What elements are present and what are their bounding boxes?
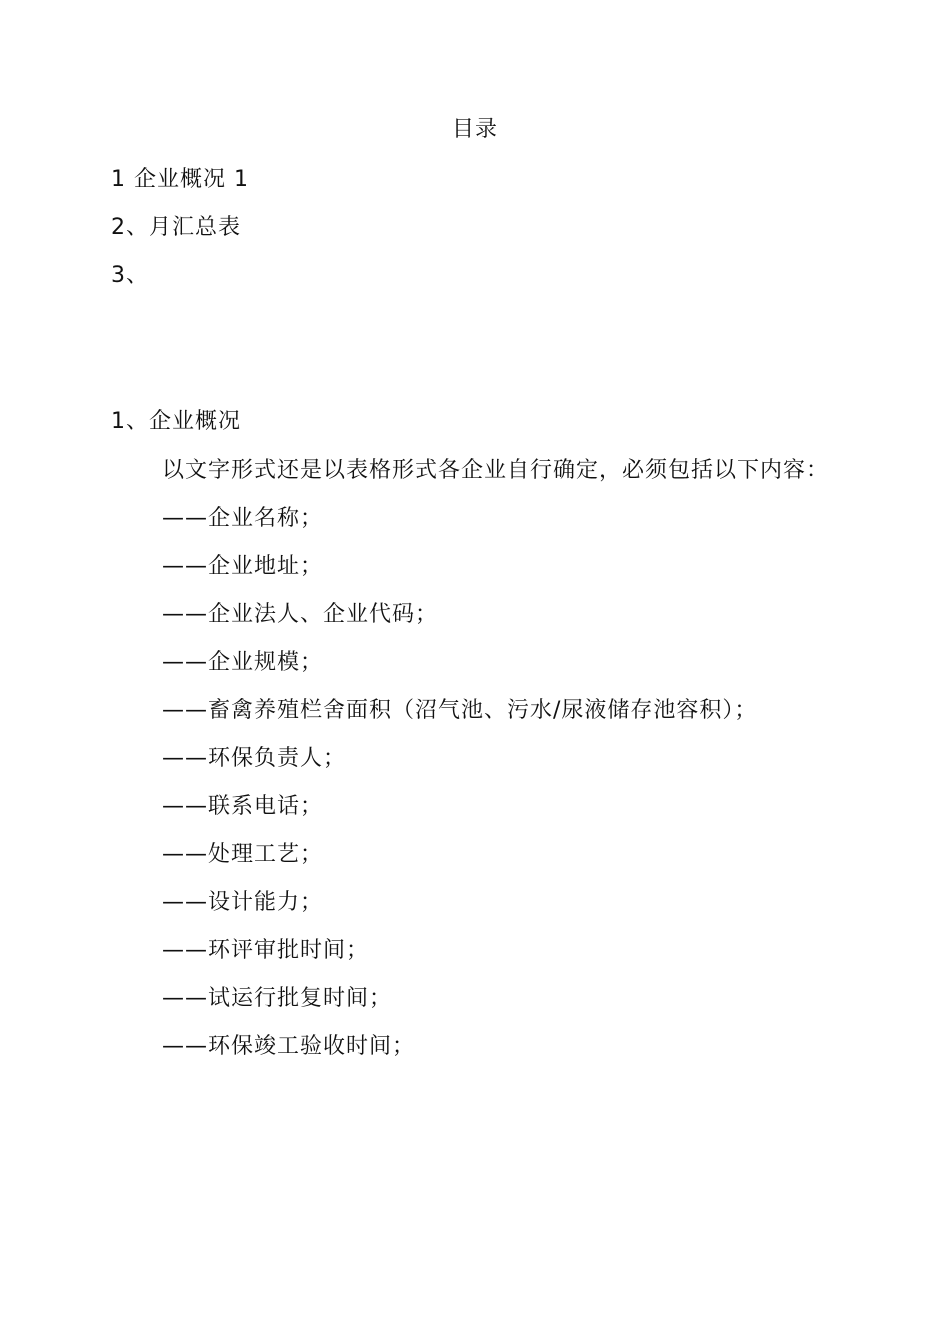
list-item: ——环保竣工验收时间；: [162, 1034, 416, 1059]
toc-item: 3、: [111, 263, 149, 288]
list-item: ——企业法人、企业代码；: [162, 602, 439, 627]
list-item: ——联系电话；: [162, 794, 324, 819]
section-intro: 以文字形式还是以表格形式各企业自行确定，必须包括以下内容：: [162, 458, 830, 483]
toc-item: 1 企业概况 1: [111, 167, 249, 192]
page-title: 目录: [451, 117, 498, 142]
list-item: ——设计能力；: [162, 890, 324, 915]
section-heading: 1、企业概况: [111, 409, 241, 434]
list-item: ——环保负责人；: [162, 746, 347, 771]
list-item: ——环评审批时间；: [162, 938, 370, 963]
list-item: ——试运行批复时间；: [162, 986, 393, 1011]
list-item: ——畜禽养殖栏舍面积（沼气池、污水/尿液储存池容积）；: [162, 698, 758, 723]
required-content-list: [162, 503, 757, 1079]
list-item: ——企业名称；: [162, 506, 324, 531]
table-of-contents: [111, 164, 249, 308]
list-item: ——处理工艺；: [162, 842, 324, 867]
list-item: ——企业地址；: [162, 554, 324, 579]
toc-item: 2、月汇总表: [111, 215, 241, 240]
list-item: ——企业规模；: [162, 650, 324, 675]
